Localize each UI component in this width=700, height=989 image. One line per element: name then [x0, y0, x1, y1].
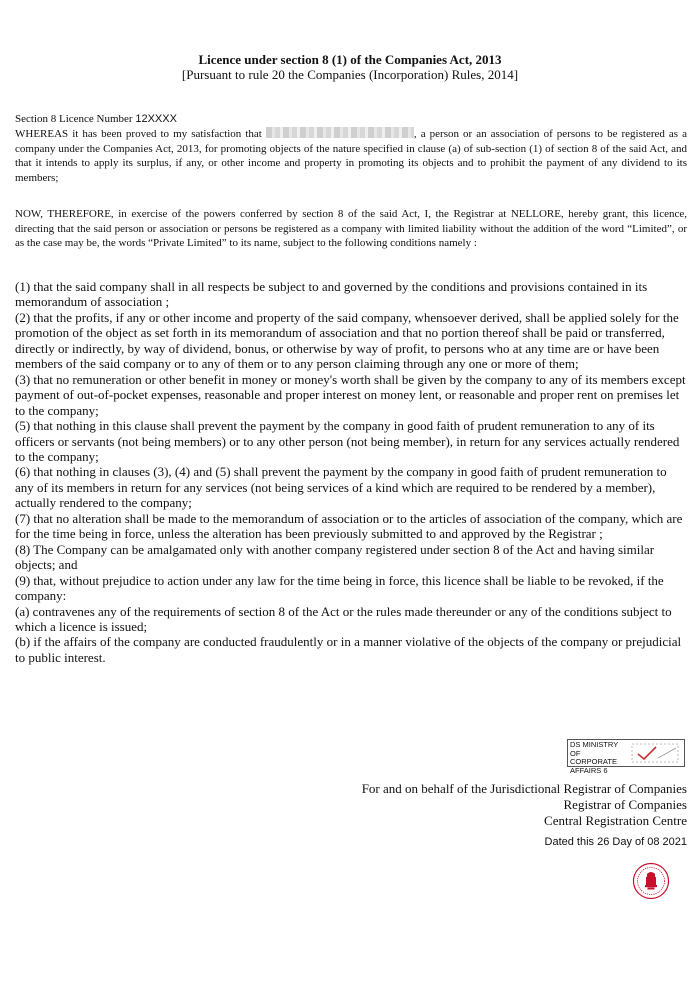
- whereas-text-before: WHEREAS it has been proved to my satisfaction that: [15, 128, 262, 140]
- redacted-company-name: [266, 127, 414, 138]
- condition-item: (7) that no alteration shall be made to the memorandum of association or to the articles of association of the company, which are for the time being in force, unless the alteration has been previously submitted to and approved by the Registrar ;: [15, 510, 683, 542]
- condition-item: (9) that, without prejudice to action under any law for the time being in force, this licence shall be liable to be revoked, if the company:: [15, 572, 664, 604]
- registrar-line-1: For and on behalf of the Jurisdictional Registrar of Companies: [361, 781, 687, 796]
- now-therefore-paragraph: NOW, THEREFORE, in exercise of the powers conferred by section 8 of the said Act, I, the Registrar at NELLORE, hereby grant, this licence, directing that the said person or association or persons be registered as a company with limited liability without the addition of the word “Limited”, or as the case may be, the words “Private Limited” to its name, subject to the following conditions namely :: [15, 208, 687, 249]
- whereas-paragraph: [15, 127, 687, 185]
- signature-line: DS MINISTRY OF: [570, 740, 619, 758]
- condition-item: (5) that nothing in this clause shall prevent the payment by the company in good faith of prudent remuneration to any of its officers or servants (not being members) or to any other person (not being member), in return for any services actually rendered to the company;: [15, 418, 680, 464]
- condition-item: (6) that nothing in clauses (3), (4) and (5) shall prevent the payment by the company in good faith of prudent remuneration to any of its members in return for any services (not being services of a kind which are required to be rendered by a member), actually rendered to the company;: [15, 464, 667, 511]
- condition-item: (a) contravenes any of the requirements of section 8 of the Act or the rules made thereunder or any of the conditions subject to which a licence is issued;: [15, 603, 672, 634]
- licence-number-line: [15, 112, 687, 127]
- signature-line: AFFAIRS 6: [570, 765, 608, 775]
- digital-signature-stamp[interactable]: [567, 739, 685, 775]
- condition-item: (8) The Company can be amalgamated only with another company registered under section 8 of the Act and having similar objects; and: [15, 541, 655, 573]
- signature-check-icon: [632, 744, 678, 762]
- conditions-list: [15, 279, 687, 665]
- whereas-text-after: , a person or an association of persons to be registered as a company under the Companies Act, 2013, for promoting objects of the nature specified in clause (a) of sub-section (1) of section 8 of the said Act, and that it intends to apply its surplus, if any, or other income and property in promoting its objects and to prohibit the payment of any dividend to its members;: [15, 128, 688, 184]
- condition-item: (b) if the affairs of the company are conducted fraudulently or in a manner violative of the objects of the company or prejudicial to public interest.: [15, 634, 682, 665]
- condition-item: (3) that no remuneration or other benefit in money or money's worth shall be given by the company to any of its members except payment of out-of-pocket expenses, reasonable and proper interest on money lent, or reasonable and proper rent on premises let to the company;: [15, 371, 686, 418]
- registrar-line-2: Registrar of Companies: [563, 797, 687, 812]
- condition-item: (2) that the profits, if any or other income and property of the said company, whensoever derived, shall be applied solely for the promotion of the object as set forth in its memorandum of association and that no portion thereof shall be paid or transferred, directly or indirectly, by way of dividend, bonus, or otherwise by way of profit, to persons who at any time are or have been members of the said company or to any of them or to any person claiming through any one or more of them;: [15, 309, 679, 372]
- document-subtitle: [Pursuant to rule 20 the Companies (Incorporation) Rules, 2014]: [181, 67, 519, 82]
- licence-number: 12XXXX: [135, 113, 177, 125]
- registrar-line-3: Central Registration Centre: [544, 813, 687, 828]
- date-line: Dated this 26 Day of 08 2021: [544, 836, 687, 848]
- national-emblem-seal-icon: [632, 862, 670, 900]
- signature-line: CORPORATE: [570, 757, 617, 766]
- document-title: Licence under section 8 (1) of the Companies Act, 2013: [198, 52, 502, 67]
- condition-item: (1) that the said company shall in all respects be subject to and governed by the conditions and provisions contained in its memorandum of association ;: [15, 279, 648, 310]
- licence-number-label: Section 8 Licence Number: [15, 113, 133, 125]
